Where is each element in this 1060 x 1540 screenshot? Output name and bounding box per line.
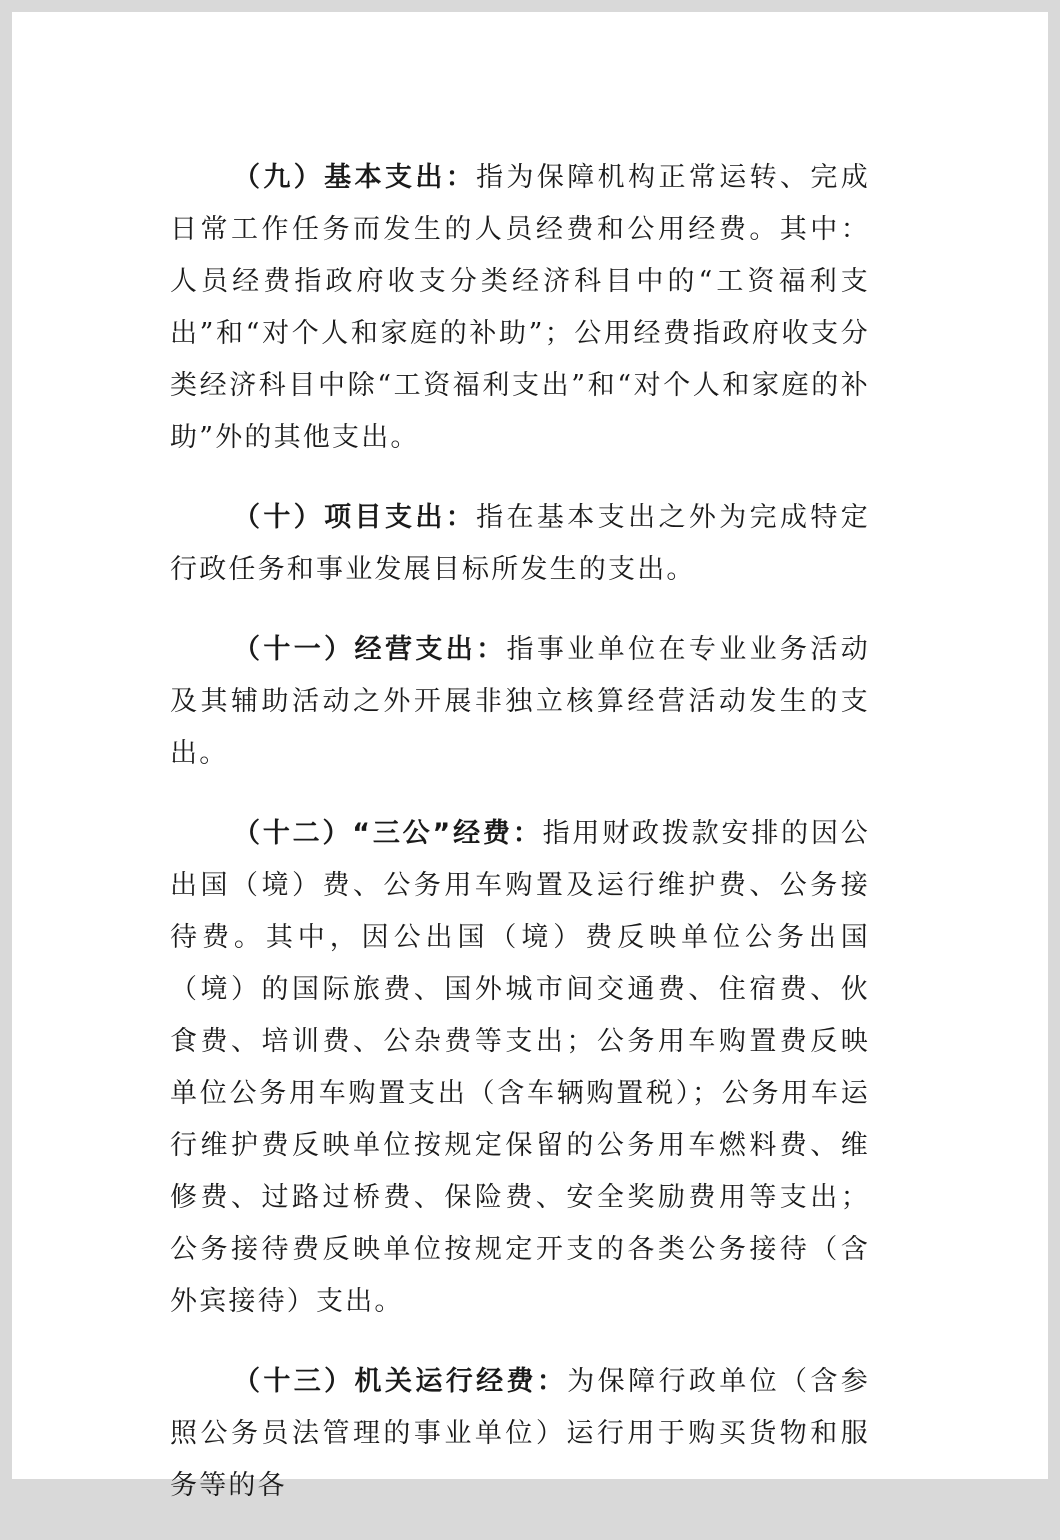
definition-basic-expenditure: 指为保障机构正常运转、完成日常工作任务而发生的人员经费和公用经费。其中：人员经费指政府收支分类经济科目中的“工资福利支出”和“对个人和家庭的补助”；公用经费指政府收支分类经济科目中除“工资福利支出”和“对个人和家庭的补助”外的其他支出。 <box>170 162 870 453</box>
definition-agency-operating-funds: 为保障行政单位（含参照公务员法管理的事业单位）运行用于购买货物和服务等的各 <box>170 1366 871 1501</box>
document-page <box>12 12 1048 1501</box>
definition-three-public-expenses: 指用财政拨款安排的因公出国（境）费、公务用车购置及运行维护费、公务接待费。其中，因公出国（境）费反映单位公务出国（境）的国际旅费、国外城市间交通费、住宿费、伙食费、培训费、公杂费等支出；公务用车购置费反映单位公务用车购置支出（含车辆购置税）；公务用车运行维护费反映单位按规定保留的公务用车燃料费、维修费、过路过桥费、保险费、安全奖励费用等支出；公务接待费反映单位按规定开支的各类公务接待（含外宾接待）支出。 <box>170 818 870 1317</box>
term-project-expenditure: （十）项目支出： <box>233 502 477 533</box>
term-basic-expenditure: （九）基本支出： <box>233 162 477 193</box>
definition-project-expenditure: 指在基本支出之外为完成特定行政任务和事业发展目标所发生的支出。 <box>170 502 870 585</box>
paragraph-basic-expenditure <box>170 152 870 464</box>
term-three-public-expenses: （十二）“三公”经费： <box>233 818 543 849</box>
paragraph-agency-operating-funds <box>170 1356 870 1512</box>
paragraph-operating-expenditure <box>170 624 870 780</box>
term-operating-expenditure: （十一）经营支出： <box>233 634 507 665</box>
paragraph-project-expenditure <box>170 492 870 596</box>
document-body <box>170 152 870 1540</box>
definition-operating-expenditure: 指事业单位在专业业务活动及其辅助活动之外开展非独立核算经营活动发生的支出。 <box>170 634 870 769</box>
paragraph-three-public-expenses <box>170 808 870 1328</box>
term-agency-operating-funds: （十三）机关运行经费： <box>233 1366 568 1397</box>
